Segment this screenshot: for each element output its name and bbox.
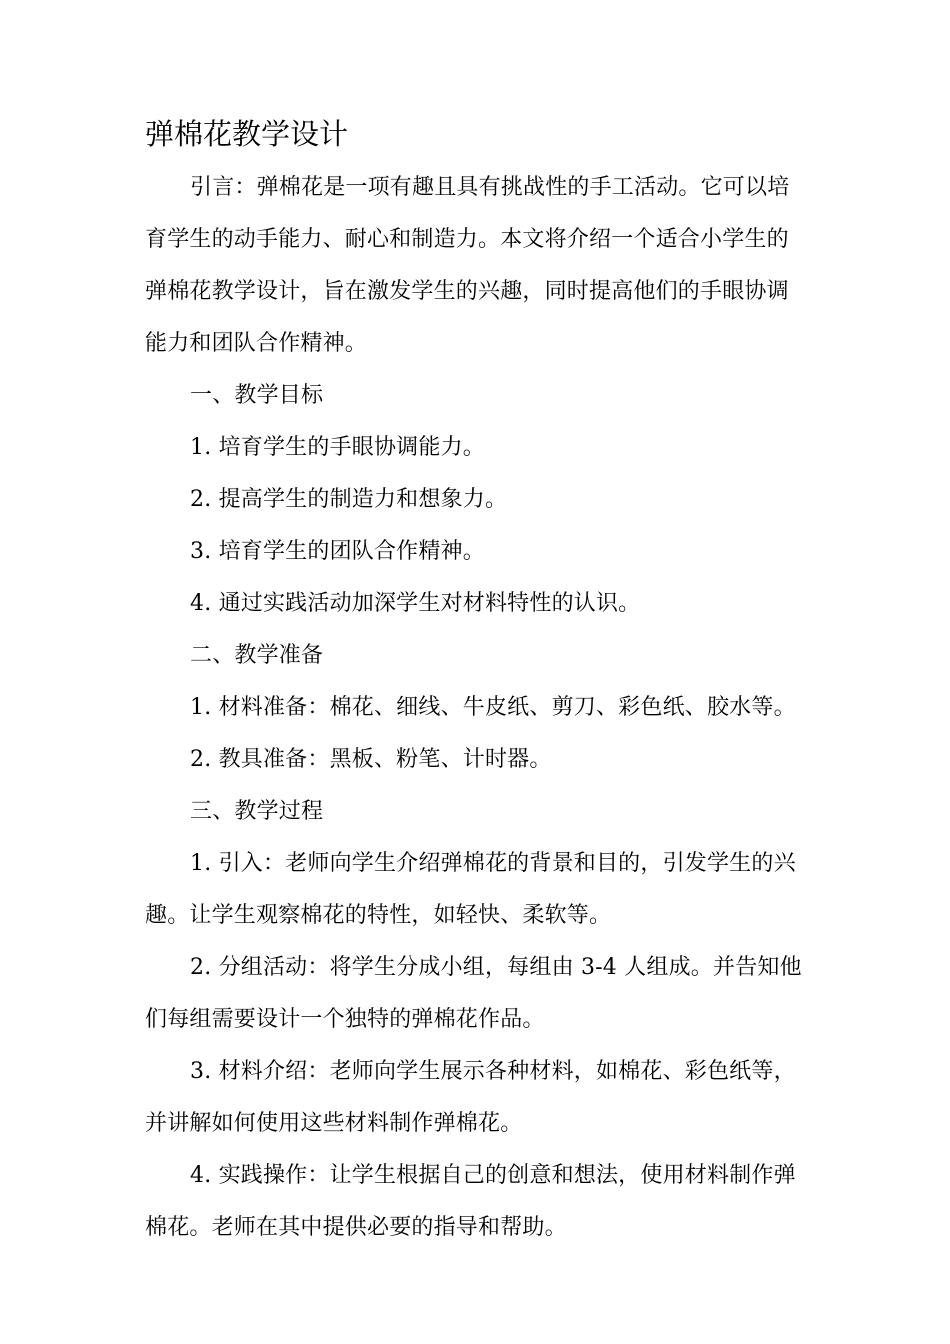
goal-item: 3. 培育学生的团队合作精神。 [190, 539, 485, 564]
intro-line-2: 育学生的动手能力、耐心和制造力。本文将介绍一个适合小学生的 [145, 227, 789, 252]
section-heading-goals: 一、教学目标 [190, 383, 324, 408]
section-heading-preparation: 二、教学准备 [190, 643, 324, 668]
process-step-line: 趣。让学生观察棉花的特性，如轻快、柔软等。 [145, 903, 612, 928]
process-step-line: 4. 实践操作：让学生根据自己的创意和想法，使用材料制作弹 [190, 1163, 796, 1188]
intro-line-3: 弹棉花教学设计，旨在激发学生的兴趣，同时提高他们的手眼协调 [145, 279, 789, 304]
goal-item: 2. 提高学生的制造力和想象力。 [190, 487, 508, 512]
process-step-line: 1. 引入：老师向学生介绍弹棉花的背景和目的，引发学生的兴 [190, 851, 796, 876]
goal-item: 4. 通过实践活动加深学生对材料特性的认识。 [190, 591, 641, 616]
process-step-line: 2. 分组活动：将学生分成小组，每组由 3-4 人组成。并告知他 [190, 955, 802, 980]
process-step-line: 棉花。老师在其中提供必要的指导和帮助。 [145, 1215, 567, 1240]
section-heading-process: 三、教学过程 [190, 799, 324, 824]
process-step-line: 并讲解如何使用这些材料制作弹棉花。 [145, 1111, 523, 1136]
intro-line-4: 能力和团队合作精神。 [145, 331, 368, 356]
preparation-item: 2. 教具准备：黑板、粉笔、计时器。 [190, 747, 552, 772]
document-title: 弹棉花教学设计 [145, 117, 349, 151]
intro-line-1: 引言：弹棉花是一项有趣且具有挑战性的手工活动。它可以培 [190, 175, 790, 200]
process-step-line: 3. 材料介绍：老师向学生展示各种材料，如棉花、彩色纸等， [190, 1059, 796, 1084]
preparation-item: 1. 材料准备：棉花、细线、牛皮纸、剪刀、彩色纸、胶水等。 [190, 695, 796, 720]
goal-item: 1. 培育学生的手眼协调能力。 [190, 435, 485, 460]
process-step-line: 们每组需要设计一个独特的弹棉花作品。 [145, 1007, 545, 1032]
